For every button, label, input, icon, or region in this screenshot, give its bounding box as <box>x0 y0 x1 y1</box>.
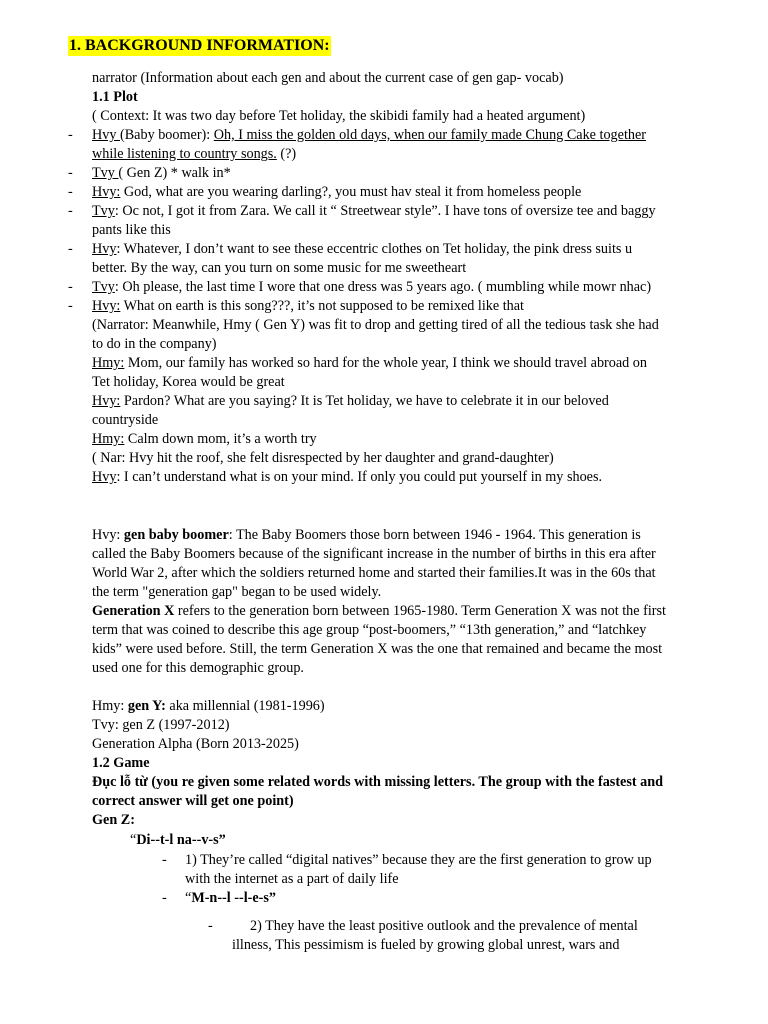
dialogue-text: : Oh please, the last time I wore that one dress was 5 years ago. ( mumbling while mowr nhac) <box>114 279 652 295</box>
dialogue-line <box>92 430 317 449</box>
puzzle-word <box>185 889 276 908</box>
info-term: Generation X <box>92 603 175 619</box>
clue-line-cont: with the internet as a part of daily life <box>185 871 399 887</box>
plot-title: 1.1 Plot <box>92 89 138 105</box>
info-line: the term "generation gap" began to be used widely. <box>92 584 382 600</box>
dialogue-line <box>92 202 656 221</box>
dialogue-line <box>92 468 602 487</box>
section-heading: 1. BACKGROUND INFORMATION: <box>69 37 330 54</box>
info-line <box>92 526 641 545</box>
info-line: World War 2, after which the soldiers returned home and started their families.It was in the 60s that <box>92 565 656 581</box>
dialogue-text: : Oc not, I got it from Zara. We call it “ Streetwear style”. I have tons of oversize tee and baggy <box>114 203 656 219</box>
info-text: : The Baby Boomers those born between 1946 - 1964. This generation is <box>228 527 641 543</box>
game-instructions: Đục lỗ từ (you re given some related words with missing letters. The group with the fastest and <box>92 774 664 790</box>
info-line: used one for this demographic group. <box>92 660 304 676</box>
speaker-name: Tvy <box>92 165 119 181</box>
clue-line-cont: illness, This pessimism is fueled by growing global unrest, wars and <box>232 937 620 953</box>
speaker-name: Hvy: <box>92 393 121 409</box>
clue-line: 1) They’re called “digital natives” because they are the first generation to grow up <box>185 852 652 868</box>
narrator-line: ( Nar: Hvy hit the roof, she felt disrespected by her daughter and grand-daughter) <box>92 450 554 466</box>
bullet-dash: - <box>162 890 167 906</box>
bullet-dash: - <box>68 184 73 200</box>
dialogue-line <box>92 126 646 145</box>
dialogue-line-cont: pants like this <box>92 222 171 238</box>
speaker-name: Hvy <box>92 127 120 143</box>
bullet-dash: - <box>162 852 167 868</box>
speaker-name: Hmy: <box>92 355 125 371</box>
dialogue-text: (Baby boomer): <box>119 127 214 143</box>
info-prefix: Hmy: <box>92 698 128 714</box>
speaker-name: Hvy: <box>92 184 121 200</box>
dialogue-line-cont: better. By the way, can you turn on some music for me sweetheart <box>92 260 467 276</box>
info-line <box>92 602 666 621</box>
game-instructions-cont: correct answer will get one point) <box>92 793 294 809</box>
dialogue-line <box>92 240 632 259</box>
intro-line: narrator (Information about each gen and about the current case of gen gap- vocab) <box>92 70 564 86</box>
info-line: Tvy: gen Z (1997-2012) <box>92 717 230 733</box>
bullet-dash: - <box>68 127 73 143</box>
context-line: ( Context: It was two day before Tet holiday, the skibidi family had a heated argument) <box>92 108 586 124</box>
dialogue-line-cont: Tet holiday, Korea would be great <box>92 374 285 390</box>
bullet-dash: - <box>208 918 213 934</box>
dialogue-text: Calm down mom, it’s a worth try <box>124 431 317 447</box>
dialogue-text: What on earth is this song???, it’s not supposed to be remixed like that <box>120 298 524 314</box>
dialogue-text-underlined: Oh, I miss the golden old days, when our family made Chung Cake together <box>213 127 647 143</box>
puzzle-letters: Di--t-l na--v-s <box>136 832 219 848</box>
dialogue-text: : Whatever, I don’t want to see these eccentric clothes on Tet holiday, the pink dress suits u <box>116 241 633 257</box>
info-line: called the Baby Boomers because of the significant increase in the number of births in this era after <box>92 546 656 562</box>
narrator-line-cont: to do in the company) <box>92 336 217 352</box>
info-line: kids” were used before. Still, the term Generation X was the one that remained and became the most <box>92 641 663 657</box>
dialogue-line <box>92 392 609 411</box>
info-term: gen baby boomer <box>123 527 229 543</box>
speaker-name: Hvy <box>92 469 117 485</box>
dialogue-text: Mom, our family has worked so hard for the whole year, I think we should travel abroad on <box>124 355 647 371</box>
info-line: term that was coined to describe this age group “post-boomers,” “13th generation,” and “latchkey <box>92 622 647 638</box>
speaker-name: Hmy: <box>92 431 125 447</box>
dialogue-text: ( Gen Z) * walk in* <box>118 165 231 181</box>
quote-mark: “ <box>130 832 137 848</box>
speaker-name: Tvy <box>92 279 115 295</box>
dialogue-text: : I can’t understand what is on your mind. If only you could put yourself in my shoes. <box>116 469 603 485</box>
quote-mark: ” <box>268 890 277 906</box>
bullet-dash: - <box>68 241 73 257</box>
clue-line: 2) They have the least positive outlook and the prevalence of mental <box>250 918 638 934</box>
quote-mark: ” <box>218 832 226 848</box>
dialogue-line-cont <box>92 145 296 164</box>
dialogue-text: Pardon? What are you saying? It is Tet holiday, we have to celebrate it in our beloved <box>120 393 609 409</box>
dialogue-line <box>92 164 231 183</box>
dialogue-line-cont: countryside <box>92 412 159 428</box>
dialogue-text: God, what are you wearing darling?, you must hav steal it from homeless people <box>120 184 582 200</box>
puzzle-letters: M-n--l --l-e-s <box>191 890 269 906</box>
bullet-dash: - <box>68 279 73 295</box>
bullet-dash: - <box>68 203 73 219</box>
info-text: aka millennial (1981-1996) <box>165 698 325 714</box>
info-term: gen Y: <box>127 698 166 714</box>
info-text: refers to the generation born between 1965-1980. Term Generation X was not the first <box>174 603 666 619</box>
game-title: 1.2 Game <box>92 755 150 771</box>
dialogue-line <box>92 183 581 202</box>
info-prefix: Hvy: <box>92 527 124 543</box>
genz-label: Gen Z: <box>92 812 135 828</box>
dialogue-line <box>92 354 647 373</box>
dialogue-line <box>92 297 524 316</box>
speaker-name: Hvy <box>92 241 117 257</box>
quote-mark: “ <box>185 890 192 906</box>
dialogue-text-underlined: while listening to country songs. <box>92 146 277 162</box>
info-line: Generation Alpha (Born 2013-2025) <box>92 736 299 752</box>
info-line <box>92 697 325 716</box>
bullet-dash: - <box>68 298 73 314</box>
speaker-name: Hvy: <box>92 298 121 314</box>
dialogue-text: (?) <box>276 146 297 162</box>
dialogue-line <box>92 278 651 297</box>
speaker-name: Tvy <box>92 203 115 219</box>
narrator-line: (Narrator: Meanwhile, Hmy ( Gen Y) was fit to drop and getting tired of all the tedious task she had <box>92 317 659 333</box>
bullet-dash: - <box>68 165 73 181</box>
puzzle-word <box>130 831 226 850</box>
